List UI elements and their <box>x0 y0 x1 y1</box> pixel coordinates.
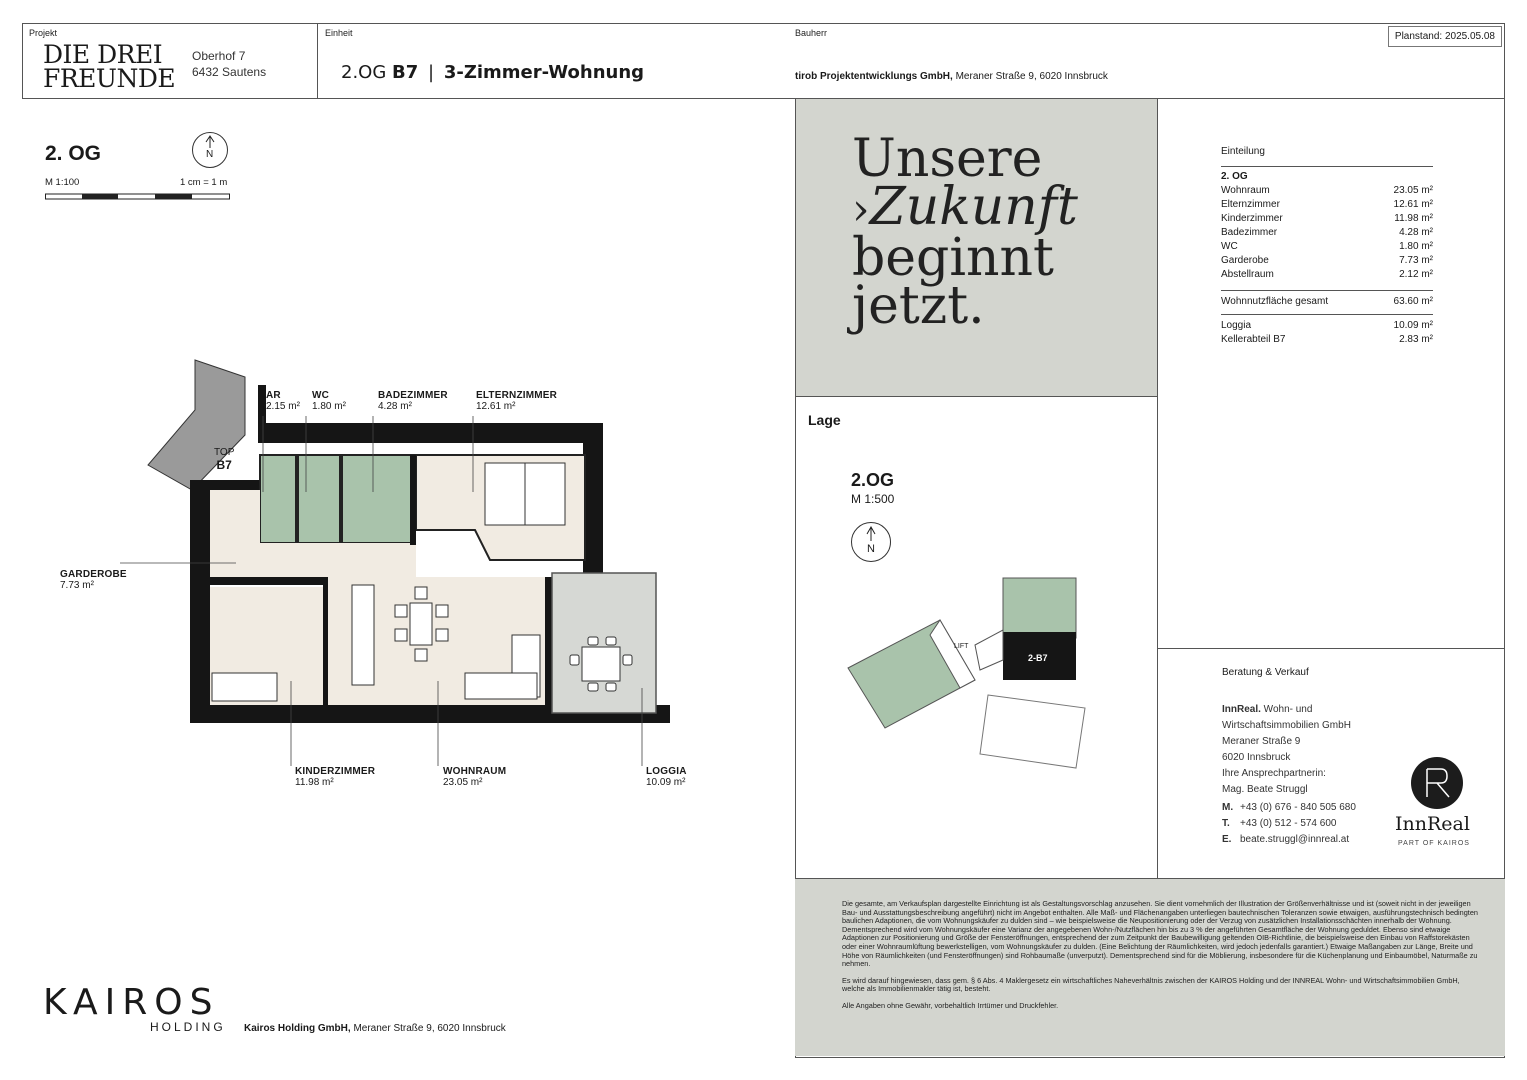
room-wc <box>298 455 340 543</box>
email-label: E. <box>1222 834 1232 845</box>
contact-block <box>1222 702 1402 848</box>
table-rule <box>1221 290 1433 291</box>
row-value: 2.12 m² <box>1399 269 1433 280</box>
slogan-line4: jetzt. <box>852 276 985 336</box>
mobile-value[interactable]: +43 (0) 676 - 840 505 680 <box>1240 802 1356 813</box>
right-divider <box>1157 98 1158 878</box>
room-label-bad <box>378 390 448 412</box>
disclaimer-p1: Die gesamte, am Verkaufsplan dargestellte Einrichtung ist als Gestaltungsvorschlag anzusehen. Sie dient vornehmlich der Illustration der Größenverhältnisse und ist (soweit nicht in der jeweiligen Bau- und Ausstattungsbeschreibung angeführt) nicht im Angebot enthalten. Alle Maß- und Flächenangaben unterliegen bautechnischen Toleranzen sowie etwaigen, ausführungstechnisch bedingten baulichen Adaptionen, die vom Wohnungskäufer zu dulden sind – wie beispielsweise die Neupositionierung oder der Verzug von zusätzlichen Installationsschächten innerhalb der Wohnung. Dementsprechend wird vom Wohnungskäufer eine Varianz der angegebenen Wohn-/Nutzflächen hin bis zu 3 % der angeführten Gesamtfläche der Wohnung geduldet. Ebenso sind etwaige Adaptionen zur Positionierung und Größe der Fensteröffnungen, entsprechend der zum Zeitpunkt der Baubewilligung geltenden OIB-Richtlinie, die beispielsweise den Einbau von Raffstorekästen oder einer Wohnraumlüftung bewerkstelligen, vom Wohnungskäufer zu dulden. (Eine Belichtung der Räumlichkeiten, wird jedoch jedenfalls garantiert.) Etwaige Maßangaben zur Länge, Breite und Höhe von Räumlichkeiten (und Fensteröffnungen) sind Rohbaumaße (unverputzt). Dementsprechend sind für die Möblierung, insbesondere für die Küchenplanung und Einbaumöbel, Naturmaße zu nehmen. <box>842 899 1478 969</box>
innreal-logo-text: InnReal <box>1395 813 1470 835</box>
room-label-garderobe <box>60 569 127 591</box>
room-label-eltern <box>476 390 557 412</box>
footer-company <box>244 1023 506 1034</box>
einteilung-title: Einteilung <box>1221 146 1265 157</box>
building-north <box>1003 578 1076 638</box>
address-line1: Oberhof 7 <box>192 49 246 63</box>
builder-info <box>795 71 1108 82</box>
plan-scale: M 1:100 <box>45 177 80 188</box>
company-line2: Wirtschaftsimmobilien GmbH <box>1222 720 1351 731</box>
room-area: 12.61 m² <box>476 401 516 412</box>
disclaimer-p2: Es wird darauf hingewiesen, dass gem. § 6 Abs. 4 Maklergesetz ein wirtschaftliches Naheverhältnis zwischen der KAIROS Holding und der INNREAL Wohn- und Wirtschaftsimmobilien GmbH, welche als Immobilienmakler tätig ist, besteht. <box>842 975 1460 994</box>
room-area: 10.09 m² <box>646 777 686 788</box>
kitchen-counter <box>352 585 374 685</box>
address-line2: 6432 Sautens <box>192 65 267 79</box>
einteilung-row <box>1221 185 1433 199</box>
row-value: 23.05 m² <box>1393 185 1433 196</box>
room-name: GARDEROBE <box>60 569 127 580</box>
row-name: Badezimmer <box>1221 227 1278 238</box>
contact-divider <box>1158 648 1504 649</box>
mobile-label: M. <box>1222 802 1234 813</box>
row-name: Kinderzimmer <box>1221 213 1283 224</box>
unit-separator: | <box>428 62 435 83</box>
einteilung-row <box>1221 255 1433 269</box>
unit-floor: 2.OG <box>341 62 387 83</box>
project-cell <box>29 24 319 98</box>
room-area: 1.80 m² <box>312 401 346 412</box>
innreal-logo-sub: PART OF KAIROS <box>1398 840 1470 847</box>
floor-title: 2. OG <box>45 142 102 165</box>
company-rest: Wohn- und <box>1260 704 1313 715</box>
disclaimer-p3: Alle Angaben ohne Gewähr, vorbehaltlich Irrtümer und Druckfehler. <box>842 1000 1059 1010</box>
row-name: Garderobe <box>1221 255 1269 266</box>
unit-type: 3-Zimmer-Wohnung <box>443 62 645 83</box>
slogan-line1: Unsere <box>852 129 1043 189</box>
unit-id: B7 <box>392 62 419 83</box>
company-bold: InnReal. <box>1222 704 1261 715</box>
einteilung-row <box>1221 227 1433 241</box>
builder-label: Bauherr <box>795 28 828 38</box>
room-name: WOHNRAUM <box>443 766 507 777</box>
row-name: Wohnraum <box>1221 185 1270 196</box>
room-area: 11.98 m² <box>295 777 334 788</box>
partner-label: Ihre Ansprechpartnerin: <box>1222 768 1326 779</box>
unit-title <box>341 62 644 83</box>
phone-label: T. <box>1222 818 1230 829</box>
builder-address: Meraner Straße 9, 6020 Innsbruck <box>955 71 1108 82</box>
email-link[interactable]: beate.struggl@innreal.at <box>1240 834 1350 845</box>
total-row <box>1221 296 1433 310</box>
einteilung-row <box>1221 241 1433 255</box>
loggia-area <box>552 573 656 713</box>
contact-title: Beratung & Verkauf <box>1222 667 1309 678</box>
kairos-sub: HOLDING <box>150 1020 226 1034</box>
extra-name: Kellerabteil B7 <box>1221 334 1286 345</box>
project-name-line1: DIE DREI <box>43 40 163 69</box>
row-value: 4.28 m² <box>1399 227 1433 238</box>
company-city: 6020 Innsbruck <box>1222 752 1291 763</box>
extra-row <box>1221 334 1433 348</box>
footer-address: Meraner Straße 9, 6020 Innsbruck <box>353 1023 506 1034</box>
lift-label: LIFT <box>954 643 969 650</box>
kairos-logo: KAIROS <box>43 982 220 1023</box>
header-divider <box>317 24 318 98</box>
lage-scale: M 1:500 <box>851 492 895 506</box>
plan-scale-note: 1 cm = 1 m <box>180 177 228 188</box>
project-name-line2: FREUNDE <box>43 64 176 93</box>
table-rule <box>1221 314 1433 315</box>
disclaimer-text <box>842 900 1482 1011</box>
top-marker <box>214 447 234 472</box>
extra-row <box>1221 320 1433 334</box>
einteilung-row <box>1221 213 1433 227</box>
disclaimer-panel <box>795 878 1505 1056</box>
slogan-panel <box>796 99 1157 397</box>
lage-north-label: N <box>867 543 875 555</box>
phone-value[interactable]: +43 (0) 512 - 574 600 <box>1240 818 1337 829</box>
room-name: KINDERZIMMER <box>295 766 376 777</box>
total-name: Wohnnutzfläche gesamt <box>1221 296 1329 307</box>
room-name: ELTERNZIMMER <box>476 390 558 401</box>
room-label-ar <box>266 390 300 412</box>
extra-value: 10.09 m² <box>1393 320 1433 331</box>
room-area: 4.28 m² <box>378 401 412 412</box>
room-name: LOGGIA <box>646 766 687 777</box>
einteilung-row <box>1221 269 1433 283</box>
floor-plan <box>140 355 670 735</box>
slogan-mark: › <box>852 184 870 235</box>
site-map <box>840 570 1100 770</box>
lage-title: Lage <box>808 412 841 428</box>
table-rule <box>1221 166 1433 167</box>
room-label-loggia <box>646 766 687 788</box>
einteilung-row <box>1221 199 1433 213</box>
row-name: Elternzimmer <box>1221 199 1280 210</box>
builder-cell <box>795 24 1395 98</box>
room-name: WC <box>312 390 330 401</box>
company-street: Meraner Straße 9 <box>1222 736 1301 747</box>
room-area: 23.05 m² <box>443 777 483 788</box>
row-value: 1.80 m² <box>1399 241 1433 252</box>
row-value: 7.73 m² <box>1399 255 1433 266</box>
total-value: 63.60 m² <box>1393 296 1433 307</box>
project-address <box>192 48 266 80</box>
top-id: B7 <box>216 458 232 472</box>
project-logo <box>43 40 176 93</box>
building-south <box>980 695 1085 768</box>
room-ar <box>260 455 296 543</box>
einteilung-table <box>1221 146 1433 356</box>
unit-label: Einheit <box>325 28 353 38</box>
room-name: AR <box>266 390 281 401</box>
slogan-line3: beginnt <box>852 228 1054 288</box>
slogan-text <box>852 129 1078 336</box>
lage-floor: 2.OG <box>851 470 895 490</box>
north-arrow-icon <box>192 132 228 168</box>
row-name: WC <box>1221 241 1238 252</box>
einteilung-floor: 2. OG <box>1221 171 1248 182</box>
scale-bar <box>45 193 231 201</box>
connector <box>975 630 1003 670</box>
unit-map-label: 2-B7 <box>1028 653 1048 663</box>
room-area: 2.15 m² <box>266 401 300 412</box>
builder-name: tirob Projektentwicklungs GmbH, <box>795 71 953 82</box>
project-label: Projekt <box>29 28 58 38</box>
slogan-line2: Zukunft <box>869 177 1078 237</box>
room-area: 7.73 m² <box>60 580 94 591</box>
single-bed <box>212 673 277 701</box>
north-label: N <box>206 149 214 160</box>
row-value: 11.98 m² <box>1394 213 1433 224</box>
header-bar <box>22 23 1505 99</box>
top-label: TOP <box>214 447 235 458</box>
room-label-wc <box>312 390 346 412</box>
extra-value: 2.83 m² <box>1399 334 1433 345</box>
footer-company-name: Kairos Holding GmbH, <box>244 1023 351 1034</box>
room-bad <box>342 455 414 543</box>
unit-cell <box>323 24 783 98</box>
room-label-wohn <box>443 766 506 788</box>
planstand-badge: Planstand: 2025.05.08 <box>1388 26 1502 47</box>
row-name: Abstellraum <box>1221 269 1274 280</box>
room-name: BADEZIMMER <box>378 390 448 401</box>
extra-name: Loggia <box>1221 320 1252 331</box>
room-label-kinder <box>295 766 375 788</box>
partner-name: Mag. Beate Struggl <box>1222 784 1308 795</box>
double-bed <box>485 463 565 525</box>
lage-north-icon <box>851 522 891 562</box>
innreal-logo-icon <box>1411 757 1463 809</box>
row-value: 12.61 m² <box>1393 199 1433 210</box>
